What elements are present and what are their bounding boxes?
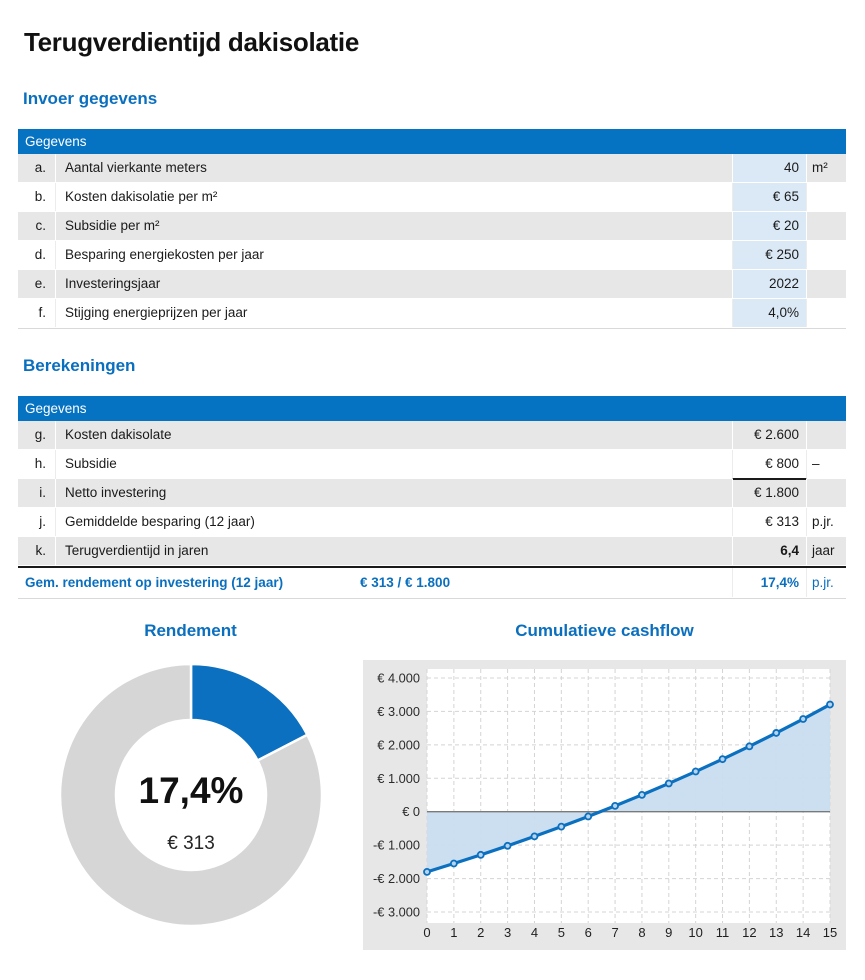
x-axis-tick-label: 5 [557, 925, 565, 940]
row-letter: e. [18, 270, 56, 298]
data-point-marker [558, 824, 564, 830]
unit-cell [807, 479, 846, 507]
row-label: Gemiddelde besparing (12 jaar) [65, 514, 255, 529]
charts-row [18, 621, 846, 950]
cashflow-chart-block [363, 621, 846, 950]
data-point-marker [693, 769, 699, 775]
input-cell[interactable]: 40 [732, 154, 807, 182]
donut-center-amount: € 313 [166, 833, 215, 854]
table-row [18, 450, 846, 479]
value-cell: € 800 [732, 450, 807, 480]
data-point-marker [639, 792, 645, 798]
table-row [18, 537, 846, 566]
cashflow-line-chart [363, 660, 846, 950]
row-letter: j. [18, 508, 56, 536]
row-label: Stijging energieprijzen per jaar [65, 305, 248, 320]
invoer-table [18, 129, 846, 329]
row-label: Besparing energiekosten per jaar [65, 247, 264, 262]
sheet [0, 27, 865, 950]
value-cell: € 1.800 [732, 479, 807, 507]
summary-formula: € 313 / € 1.800 [360, 575, 451, 590]
summary-unit: p.jr. [812, 575, 834, 590]
input-cell[interactable]: € 20 [732, 212, 807, 240]
input-cell[interactable]: 2022 [732, 270, 807, 298]
y-axis-tick-label: € 2.000 [377, 737, 420, 753]
y-axis-tick-label: € 0 [402, 804, 420, 820]
row-letter: g. [18, 421, 56, 449]
data-point-marker [720, 756, 726, 762]
table-row [18, 299, 846, 328]
y-axis-tick-label: -€ 3.000 [373, 904, 420, 920]
unit-cell [807, 241, 846, 269]
y-axis-tick-label: € 3.000 [377, 703, 420, 719]
data-point-marker [800, 716, 806, 722]
x-axis-tick-label: 14 [795, 925, 811, 940]
row-letter: k. [18, 537, 56, 565]
table-row [18, 212, 846, 241]
row-letter: h. [18, 450, 56, 480]
donut-chart-title: Rendement [144, 621, 237, 640]
row-letter: b. [18, 183, 56, 211]
data-point-marker [505, 843, 511, 849]
unit-cell: jaar [812, 543, 835, 558]
table-row [18, 479, 846, 508]
x-axis-tick-label: 2 [477, 925, 485, 940]
row-letter: c. [18, 212, 56, 240]
row-letter: d. [18, 241, 56, 269]
unit-cell [807, 183, 846, 211]
input-cell[interactable]: € 65 [732, 183, 807, 211]
x-axis-tick-label: 15 [822, 925, 838, 940]
y-axis-tick-label: € 1.000 [377, 770, 420, 786]
summary-value: 17,4% [732, 568, 807, 597]
row-label: Investeringsjaar [65, 276, 161, 291]
x-axis-tick-label: 10 [688, 925, 703, 940]
data-point-marker [773, 730, 779, 736]
data-point-marker [746, 743, 752, 749]
table-row [18, 421, 846, 450]
table-header-bar: Gegevens [18, 396, 846, 421]
unit-cell: – [812, 456, 820, 471]
input-cell[interactable]: 4,0% [732, 299, 807, 327]
unit-cell: p.jr. [812, 514, 834, 529]
x-axis-tick-label: 11 [715, 925, 730, 940]
data-point-marker [424, 869, 430, 875]
unit-cell [807, 421, 846, 449]
table-header-bar: Gegevens [18, 129, 846, 154]
x-axis-tick-label: 12 [742, 925, 757, 940]
x-axis-tick-label: 6 [584, 925, 592, 940]
table-row [18, 183, 846, 212]
row-label: Kosten dakisolate [65, 427, 172, 442]
unit-cell [807, 270, 846, 298]
section-heading-invoer: Invoer gegevens [23, 89, 158, 108]
data-point-marker [827, 702, 833, 708]
data-point-marker [612, 803, 618, 809]
x-axis-tick-label: 0 [423, 925, 431, 940]
cashflow-chart-title: Cumulatieve cashflow [515, 621, 694, 640]
row-label: Netto investering [65, 485, 167, 500]
data-point-marker [531, 833, 537, 839]
row-label: Terugverdientijd in jaren [65, 543, 209, 558]
row-label: Subsidie per m² [65, 218, 160, 233]
summary-row [18, 566, 846, 598]
row-letter: i. [18, 479, 56, 507]
row-label: Subsidie [65, 456, 117, 471]
row-letter: a. [18, 154, 56, 182]
value-cell: 6,4 [732, 537, 807, 565]
table-row [18, 270, 846, 299]
data-point-marker [666, 780, 672, 786]
table-row [18, 508, 846, 537]
y-axis-tick-label: -€ 2.000 [373, 871, 420, 887]
section-heading-berekeningen: Berekeningen [23, 356, 136, 375]
data-point-marker [478, 852, 484, 858]
row-label: Aantal vierkante meters [65, 160, 207, 175]
y-axis-tick-label: -€ 1.000 [373, 837, 420, 853]
x-axis-tick-label: 1 [450, 925, 458, 940]
value-cell: € 2.600 [732, 421, 807, 449]
page-title: Terugverdientijd dakisolatie [24, 27, 359, 57]
x-axis-tick-label: 7 [611, 925, 619, 940]
table-row [18, 154, 846, 183]
x-axis-tick-label: 13 [769, 925, 784, 940]
value-cell: € 313 [732, 508, 807, 536]
rendement-chart-block [18, 621, 363, 950]
table-row [18, 241, 846, 270]
input-cell[interactable]: € 250 [732, 241, 807, 269]
x-axis-tick-label: 3 [503, 925, 512, 940]
donut-center-percent: 17,4% [138, 770, 243, 811]
data-point-marker [451, 861, 457, 867]
rendement-donut-chart [56, 660, 326, 930]
row-letter: f. [18, 299, 56, 327]
unit-cell [807, 212, 846, 240]
summary-label: Gem. rendement op investering (12 jaar) [25, 575, 284, 590]
unit-cell: m² [812, 160, 828, 175]
row-label: Kosten dakisolatie per m² [65, 189, 218, 204]
x-axis-tick-label: 9 [665, 925, 673, 940]
x-axis-tick-label: 4 [530, 925, 539, 940]
y-axis-tick-label: € 4.000 [377, 670, 420, 686]
x-axis-tick-label: 8 [638, 925, 646, 940]
data-point-marker [585, 813, 591, 819]
unit-cell [807, 299, 846, 327]
berekeningen-table [18, 396, 846, 599]
